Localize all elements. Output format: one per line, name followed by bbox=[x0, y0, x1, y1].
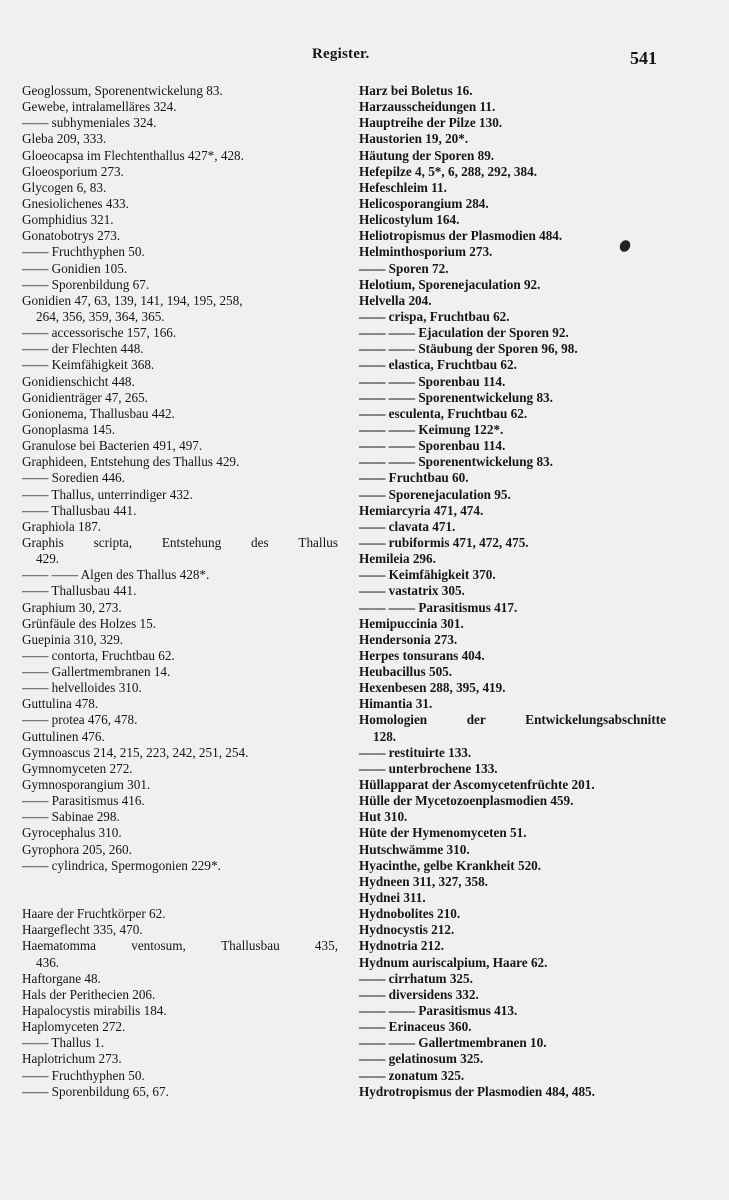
index-entry: —— Thallus, unterrindiger 432. bbox=[22, 486, 193, 502]
index-entry: Haplotrichum 273. bbox=[22, 1051, 122, 1067]
index-entry: Gonidienträger 47, 265. bbox=[22, 389, 148, 405]
index-entry: Hefeschleim 11. bbox=[359, 179, 447, 195]
index-entry: —— Keimfähigkeit 368. bbox=[22, 357, 155, 373]
index-entry: —— —— Algen des Thallus 428*. bbox=[22, 567, 210, 583]
index-entry: Graphideen, Entstehung des Thallus 429. bbox=[22, 454, 240, 470]
index-entry: Gymnoascus 214, 215, 223, 242, 251, 254. bbox=[22, 744, 249, 760]
index-entry: Hals der Perithecien 206. bbox=[22, 986, 156, 1002]
index-entry: —— unterbrochene 133. bbox=[359, 760, 498, 776]
index-entry: Hefepilze 4, 5*, 6, 288, 292, 384. bbox=[359, 163, 538, 179]
index-entry: Gnesiolichenes 433. bbox=[22, 195, 129, 211]
index-entry: 436. bbox=[36, 954, 60, 970]
index-entry: —— —— Parasitismus 417. bbox=[359, 599, 518, 615]
index-entry: —— Thallus 1. bbox=[22, 1035, 105, 1051]
index-entry: Haematomma ventosum, Thallusbau 435, bbox=[22, 938, 338, 954]
index-entry: Harz bei Boletus 16. bbox=[359, 83, 473, 98]
index-entry: —— —— Stäubung der Sporen 96, 98. bbox=[359, 341, 578, 357]
index-entry: —— diversidens 332. bbox=[359, 986, 479, 1002]
index-entry: —— crispa, Fruchtbau 62. bbox=[359, 308, 510, 324]
index-entry: Guepinia 310, 329. bbox=[22, 631, 124, 647]
index-entry: Geoglossum, Sporenentwickelung 83. bbox=[22, 83, 223, 98]
index-entry: —— protea 476, 478. bbox=[22, 712, 138, 728]
index-entry: Gyrophora 205, 260. bbox=[22, 841, 132, 857]
index-entry: —— —— Sporenentwickelung 83. bbox=[359, 389, 553, 405]
index-entry: Glycogen 6, 83. bbox=[22, 179, 107, 195]
index-entry: 128. bbox=[373, 728, 397, 744]
index-entry: Hydnocystis 212. bbox=[359, 922, 455, 938]
index-entry: Gloeosporium 273. bbox=[22, 163, 124, 179]
page-header bbox=[0, 42, 729, 72]
index-column-right bbox=[359, 83, 679, 1100]
index-entry: —— —— Parasitismus 413. bbox=[359, 1003, 518, 1019]
index-entry: Hauptreihe der Pilze 130. bbox=[359, 115, 503, 131]
index-entry: —— accessorische 157, 166. bbox=[22, 325, 177, 341]
index-entry: Hydnotria 212. bbox=[359, 938, 444, 954]
index-entry: Hemileia 296. bbox=[359, 551, 436, 567]
index-entry: Hydrotropismus der Plasmodien 484, 485. bbox=[359, 1083, 595, 1099]
index-entry: Hemiarcyria 471, 474. bbox=[359, 502, 484, 518]
index-entry: —— elastica, Fruchtbau 62. bbox=[359, 357, 517, 373]
index-entry: Helotium, Sporenejaculation 92. bbox=[359, 276, 541, 292]
index-column-left bbox=[22, 83, 352, 1100]
index-entry: Gewebe, intralamelläres 324. bbox=[22, 99, 177, 115]
index-entry: —— Erinaceus 360. bbox=[359, 1019, 472, 1035]
index-entry: —— —— Gallertmembranen 10. bbox=[359, 1035, 547, 1051]
index-entry: Graphiola 187. bbox=[22, 518, 102, 534]
index-entry: Helvella 204. bbox=[359, 292, 432, 308]
index-entry: —— zonatum 325. bbox=[359, 1067, 465, 1083]
index-entry: —— subhymeniales 324. bbox=[22, 115, 157, 131]
index-entry: Haustorien 19, 20*. bbox=[359, 131, 469, 147]
index-entry: Himantia 31. bbox=[359, 696, 433, 712]
index-entry: Haplomyceten 272. bbox=[22, 1019, 126, 1035]
index-entry: Hyacinthe, gelbe Krankheit 520. bbox=[359, 857, 542, 873]
running-title: Register. bbox=[312, 46, 370, 62]
index-entry: —— cylindrica, Spermogonien 229*. bbox=[22, 857, 221, 873]
index-entry: Granulose bei Bacterien 491, 497. bbox=[22, 438, 203, 454]
index-entry: —— restituirte 133. bbox=[359, 744, 472, 760]
index-entry: Haftorgane 48. bbox=[22, 970, 101, 986]
index-entry: Hydneen 311, 327, 358. bbox=[359, 873, 488, 889]
index-entry: —— vastatrix 305. bbox=[359, 583, 465, 599]
index-entry: Hut 310. bbox=[359, 809, 408, 825]
index-entry: Haare der Fruchtkörper 62. bbox=[22, 906, 166, 922]
index-entry: —— —— Keimung 122*. bbox=[359, 421, 504, 437]
index-entry: —— Sabinae 298. bbox=[22, 809, 120, 825]
index-entry: —— —— Sporenbau 114. bbox=[359, 438, 506, 454]
index-entry: —— Thallusbau 441. bbox=[22, 502, 137, 518]
index-entry: Hexenbesen 288, 395, 419. bbox=[359, 680, 506, 696]
index-entry: Heliotropismus der Plasmodien 484. bbox=[359, 228, 563, 244]
index-entry: —— helvelloides 310. bbox=[22, 680, 142, 696]
index-entry: —— esculenta, Fruchtbau 62. bbox=[359, 405, 528, 421]
index-entry: Hüllapparat der Ascomycetenfrüchte 201. bbox=[359, 777, 595, 793]
index-entry: Heubacillus 505. bbox=[359, 664, 453, 680]
index-entry: —— contorta, Fruchtbau 62. bbox=[22, 647, 175, 663]
index-entry: Gymnomyceten 272. bbox=[22, 760, 133, 776]
index-entry: —— Keimfähigkeit 370. bbox=[359, 567, 496, 583]
index-entry: —— Sporenejaculation 95. bbox=[359, 486, 511, 502]
index-entry: Guttulinen 476. bbox=[22, 728, 105, 744]
index-entry: Guttulina 478. bbox=[22, 696, 99, 712]
index-entry: —— Sporenbildung 67. bbox=[22, 276, 150, 292]
index-entry: Helicostylum 164. bbox=[359, 212, 460, 228]
index-entry: Gomphidius 321. bbox=[22, 212, 114, 228]
index-entry: —— Fruchthyphen 50. bbox=[22, 1067, 145, 1083]
index-entry: —— gelatinosum 325. bbox=[359, 1051, 484, 1067]
index-entry bbox=[22, 874, 352, 906]
index-entry: Gyrocephalus 310. bbox=[22, 825, 122, 841]
index-entry: Gonidienschicht 448. bbox=[22, 373, 135, 389]
index-entry: Hutschwämme 310. bbox=[359, 841, 470, 857]
index-entry: —— der Flechten 448. bbox=[22, 341, 144, 357]
index-entry: Gonatobotrys 273. bbox=[22, 228, 121, 244]
index-entry: Hemipuccinia 301. bbox=[359, 615, 464, 631]
index-entry: —— —— Sporenentwickelung 83. bbox=[359, 454, 553, 470]
index-entry: —— Sporen 72. bbox=[359, 260, 449, 276]
index-entry: —— —— Sporenbau 114. bbox=[359, 373, 506, 389]
index-entry: —— clavata 471. bbox=[359, 518, 456, 534]
index-entry: —— rubiformis 471, 472, 475. bbox=[359, 534, 529, 550]
index-entry: Homologien der Entwickelungsabschnitte bbox=[359, 712, 666, 728]
index-entry: Hüte der Hymenomyceten 51. bbox=[359, 825, 527, 841]
index-entry: Hapalocystis mirabilis 184. bbox=[22, 1003, 167, 1019]
index-entry: —— Soredien 446. bbox=[22, 470, 125, 486]
index-entry: Harzausscheidungen 11. bbox=[359, 99, 496, 115]
index-entry: —— Gallertmembranen 14. bbox=[22, 664, 171, 680]
index-entry: Haargeflecht 335, 470. bbox=[22, 922, 143, 938]
index-entry: —— Fruchtbau 60. bbox=[359, 470, 469, 486]
index-entry: Herpes tonsurans 404. bbox=[359, 647, 485, 663]
index-entry: —— Thallusbau 441. bbox=[22, 583, 137, 599]
index-entry: Gonidien 47, 63, 139, 141, 194, 195, 258, bbox=[22, 292, 243, 308]
index-entry: Hendersonia 273. bbox=[359, 631, 458, 647]
index-entry: Helicosporangium 284. bbox=[359, 195, 489, 211]
index-entry: Gonoplasma 145. bbox=[22, 421, 116, 437]
index-entry: —— cirrhatum 325. bbox=[359, 970, 473, 986]
index-entry: Graphis scripta, Entstehung des Thallus bbox=[22, 534, 338, 550]
index-entry: Hülle der Mycetozoenplasmodien 459. bbox=[359, 793, 574, 809]
index-entry: —— Sporenbildung 65, 67. bbox=[22, 1083, 169, 1099]
index-entry: Hydnei 311. bbox=[359, 890, 426, 906]
index-entry: Hydnobolites 210. bbox=[359, 906, 461, 922]
index-entry: 429. bbox=[36, 551, 60, 567]
index-entry: —— Fruchthyphen 50. bbox=[22, 244, 145, 260]
index-entry: Grünfäule des Holzes 15. bbox=[22, 615, 157, 631]
index-entry: Gleba 209, 333. bbox=[22, 131, 107, 147]
page-number: 541 bbox=[630, 48, 657, 68]
index-entry: Hydnum auriscalpium, Haare 62. bbox=[359, 954, 548, 970]
index-entry: Graphium 30, 273. bbox=[22, 599, 122, 615]
index-entry: Helminthosporium 273. bbox=[359, 244, 493, 260]
index-entry: —— Parasitismus 416. bbox=[22, 793, 145, 809]
index-entry: Gloeocapsa im Flechtenthallus 427*, 428. bbox=[22, 147, 244, 163]
index-entry: Gymnosporangium 301. bbox=[22, 777, 151, 793]
index-entry: Häutung der Sporen 89. bbox=[359, 147, 495, 163]
index-entry: Gonionema, Thallusbau 442. bbox=[22, 405, 175, 421]
index-entry: 264, 356, 359, 364, 365. bbox=[36, 308, 165, 324]
index-entry: —— —— Ejaculation der Sporen 92. bbox=[359, 325, 569, 341]
index-entry: —— Gonidien 105. bbox=[22, 260, 128, 276]
